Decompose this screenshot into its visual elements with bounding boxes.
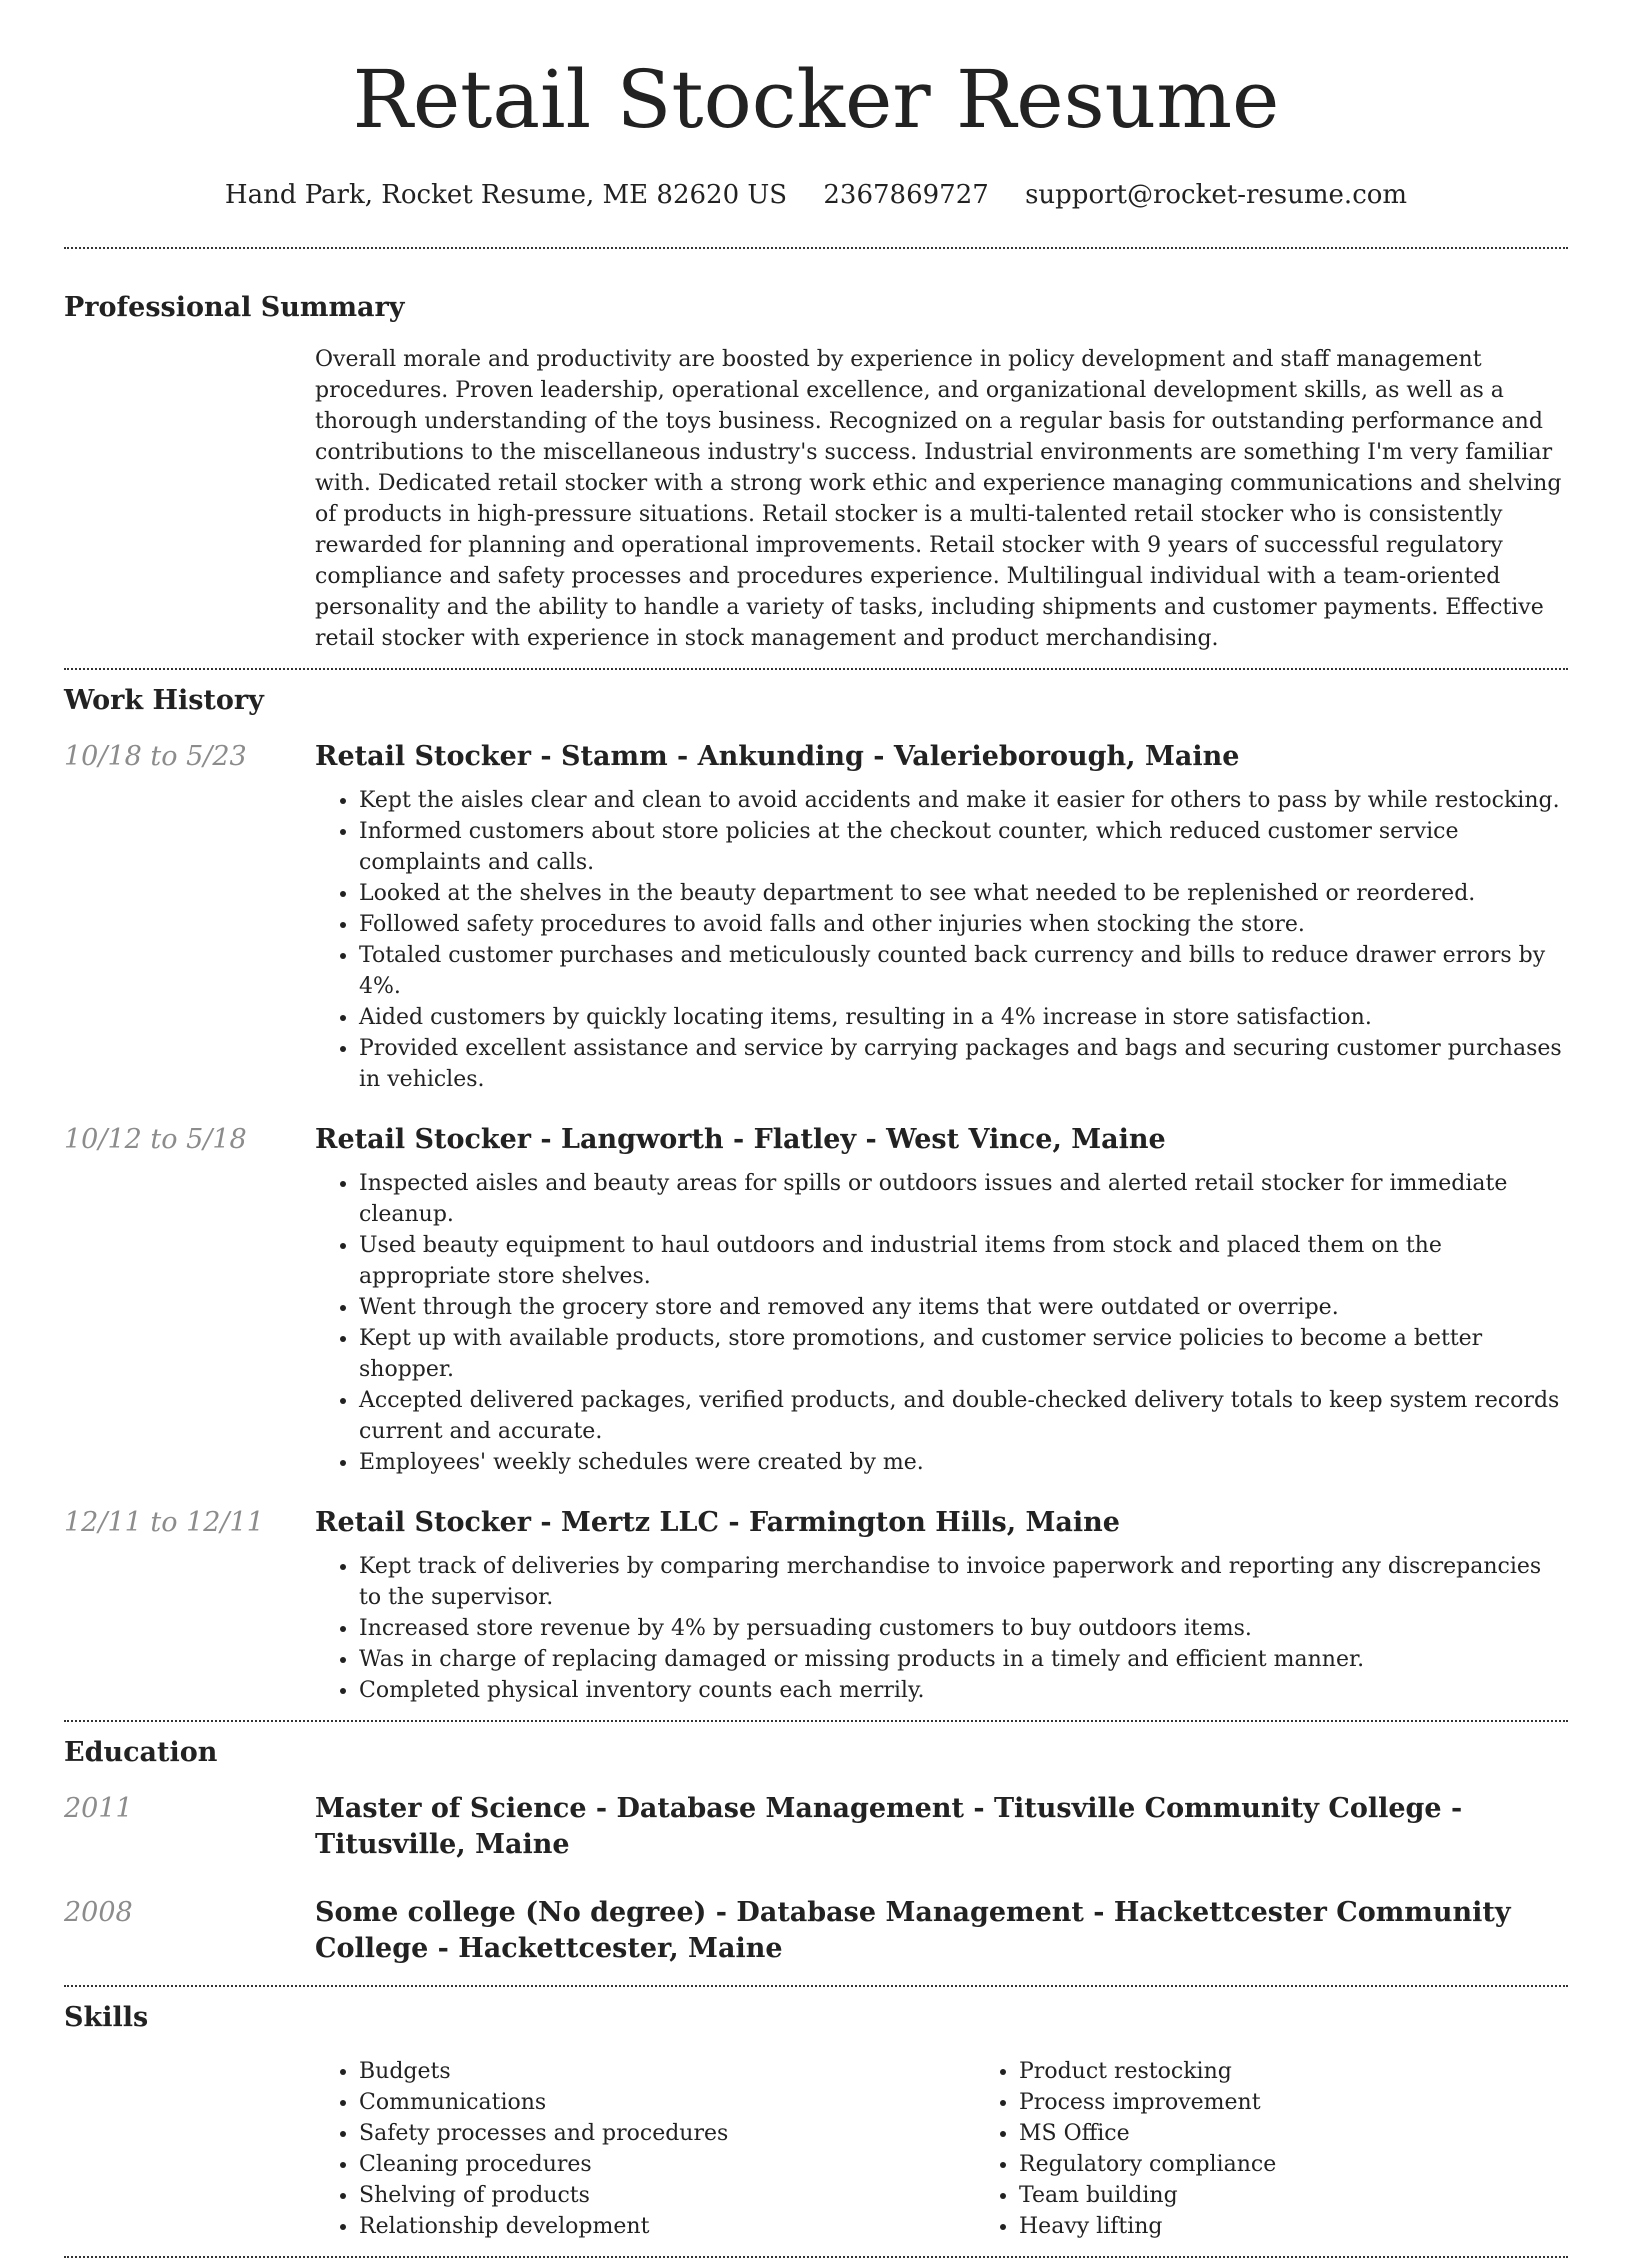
job-bullet: • Employees' weekly schedules were created by me. <box>359 1447 1568 1478</box>
contact-email: support@rocket-resume.com <box>1025 180 1408 210</box>
job-bullet: • Completed physical inventory counts each merrily. <box>359 1675 1568 1706</box>
education-year: 2008 <box>64 1897 133 1928</box>
skill-item: • Process improvement <box>1019 2087 1632 2118</box>
skill-item: • Relationship development <box>359 2211 975 2242</box>
job-bullet: • Increased store revenue by 4% by persuading customers to buy outdoors items. <box>359 1613 1568 1644</box>
skill-item: • Cleaning procedures <box>359 2149 975 2180</box>
job-dates: 10/12 to 5/18 <box>64 1124 247 1155</box>
job-title: Retail Stocker - Stamm - Ankunding - Valerieborough, Maine <box>315 741 1240 772</box>
skills-list-right <box>975 2056 1632 2242</box>
job-bullets <box>315 1551 1568 1706</box>
summary-spacer <box>64 344 315 654</box>
work-history-section <box>64 684 1568 1706</box>
skills-section <box>64 2001 1568 2242</box>
skill-item: • MS Office <box>1019 2118 1632 2149</box>
job-bullet: • Provided excellent assistance and service by carrying packages and bags and securing customer purchases in vehicles. <box>359 1033 1568 1095</box>
job-bullet: • Accepted delivered packages, verified products, and double-checked delivery totals to keep system records current and accurate. <box>359 1385 1568 1447</box>
summary-text: Overall morale and productivity are boosted by experience in policy development and staff management procedures. Proven leadership, operational excellence, and organizational development skills, as well as a thorough understanding of the toys business. Recognized on a regular basis for outstanding performance and contributions to the miscellaneous industry's success. Industrial environments are something I'm very familiar with. Dedicated retail stocker with a strong work ethic and experience managing communications and shelving of products in high-pressure situations. Retail stocker is a multi-talented retail stocker who is consistently rewarded for planning and operational improvements. Retail stocker with 9 years of successful regulatory compliance and safety processes and procedures experience. Multilingual individual with a team-oriented personality and the ability to handle a variety of tasks, including shipments and customer payments. Effective retail stocker with experience in stock management and product merchandising. <box>315 347 1562 651</box>
education-section <box>64 1736 1568 1967</box>
job-bullet: • Kept track of deliveries by comparing merchandise to invoice paperwork and reporting any discrepancies to the supervisor. <box>359 1551 1568 1613</box>
skills-list-left <box>315 2056 975 2242</box>
job-dates: 10/18 to 5/23 <box>64 741 247 772</box>
job-dates: 12/11 to 12/11 <box>64 1507 264 1538</box>
job-bullet: • Inspected aisles and beauty areas for spills or outdoors issues and alerted retail stocker for immediate cleanup. <box>359 1168 1568 1230</box>
skill-item: • Shelving of products <box>359 2180 975 2211</box>
job-bullet: • Followed safety procedures to avoid falls and other injuries when stocking the store. <box>359 909 1568 940</box>
work-history-heading: Work History <box>64 685 264 716</box>
divider <box>64 247 1568 249</box>
education-entry <box>64 1895 1568 1967</box>
job-bullet: • Looked at the shelves in the beauty department to see what needed to be replenished or reordered. <box>359 878 1568 909</box>
job-bullet: • Went through the grocery store and removed any items that were outdated or overripe. <box>359 1292 1568 1323</box>
job-bullet: • Informed customers about store policies at the checkout counter, which reduced customer service complaints and calls. <box>359 816 1568 878</box>
divider <box>64 1720 1568 1722</box>
resume-page <box>64 0 1568 2258</box>
contact-address: Hand Park, Rocket Resume, ME 82620 US <box>224 180 788 210</box>
skills-heading: Skills <box>64 2002 149 2033</box>
summary-heading: Professional Summary <box>64 292 405 323</box>
job-bullets <box>315 1168 1568 1478</box>
job-bullet: • Kept the aisles clear and clean to avoid accidents and make it easier for others to pass by while restocking. <box>359 785 1568 816</box>
skill-item: • Product restocking <box>1019 2056 1632 2087</box>
skill-item: • Heavy lifting <box>1019 2211 1632 2242</box>
job-bullet: • Kept up with available products, store promotions, and customer service policies to become a better shopper. <box>359 1323 1568 1385</box>
education-heading: Education <box>64 1737 218 1768</box>
job-entry <box>64 739 1568 1095</box>
job-bullets <box>315 785 1568 1095</box>
job-bullet: • Totaled customer purchases and meticulously counted back currency and bills to reduce drawer errors by 4%. <box>359 940 1568 1002</box>
job-bullet: • Aided customers by quickly locating items, resulting in a 4% increase in store satisfaction. <box>359 1002 1568 1033</box>
skill-item: • Budgets <box>359 2056 975 2087</box>
skills-spacer <box>64 2056 315 2242</box>
skill-item: • Safety processes and procedures <box>359 2118 975 2149</box>
job-entry <box>64 1505 1568 1706</box>
education-title: Some college (No degree) - Database Management - Hackettcester Community College - Hackettcester, Maine <box>315 1897 1511 1964</box>
job-bullet: • Used beauty equipment to haul outdoors and industrial items from stock and placed them on the appropriate store shelves. <box>359 1230 1568 1292</box>
resume-title: Retail Stocker Resume <box>352 53 1280 146</box>
education-year: 2011 <box>64 1793 133 1824</box>
skill-item: • Regulatory compliance <box>1019 2149 1632 2180</box>
education-title: Master of Science - Database Management - Titusville Community College - Titusville, Maine <box>315 1793 1463 1860</box>
contact-phone: 2367869727 <box>823 180 989 210</box>
skill-item: • Team building <box>1019 2180 1632 2211</box>
divider <box>64 668 1568 670</box>
job-entry <box>64 1122 1568 1478</box>
divider <box>64 1985 1568 1987</box>
job-title: Retail Stocker - Langworth - Flatley - West Vince, Maine <box>315 1124 1166 1155</box>
skill-item: • Communications <box>359 2087 975 2118</box>
education-entry <box>64 1791 1568 1863</box>
job-bullet: • Was in charge of replacing damaged or missing products in a timely and efficient manner. <box>359 1644 1568 1675</box>
summary-section <box>64 291 1568 654</box>
job-title: Retail Stocker - Mertz LLC - Farmington Hills, Maine <box>315 1507 1120 1538</box>
contact-line <box>64 178 1568 212</box>
